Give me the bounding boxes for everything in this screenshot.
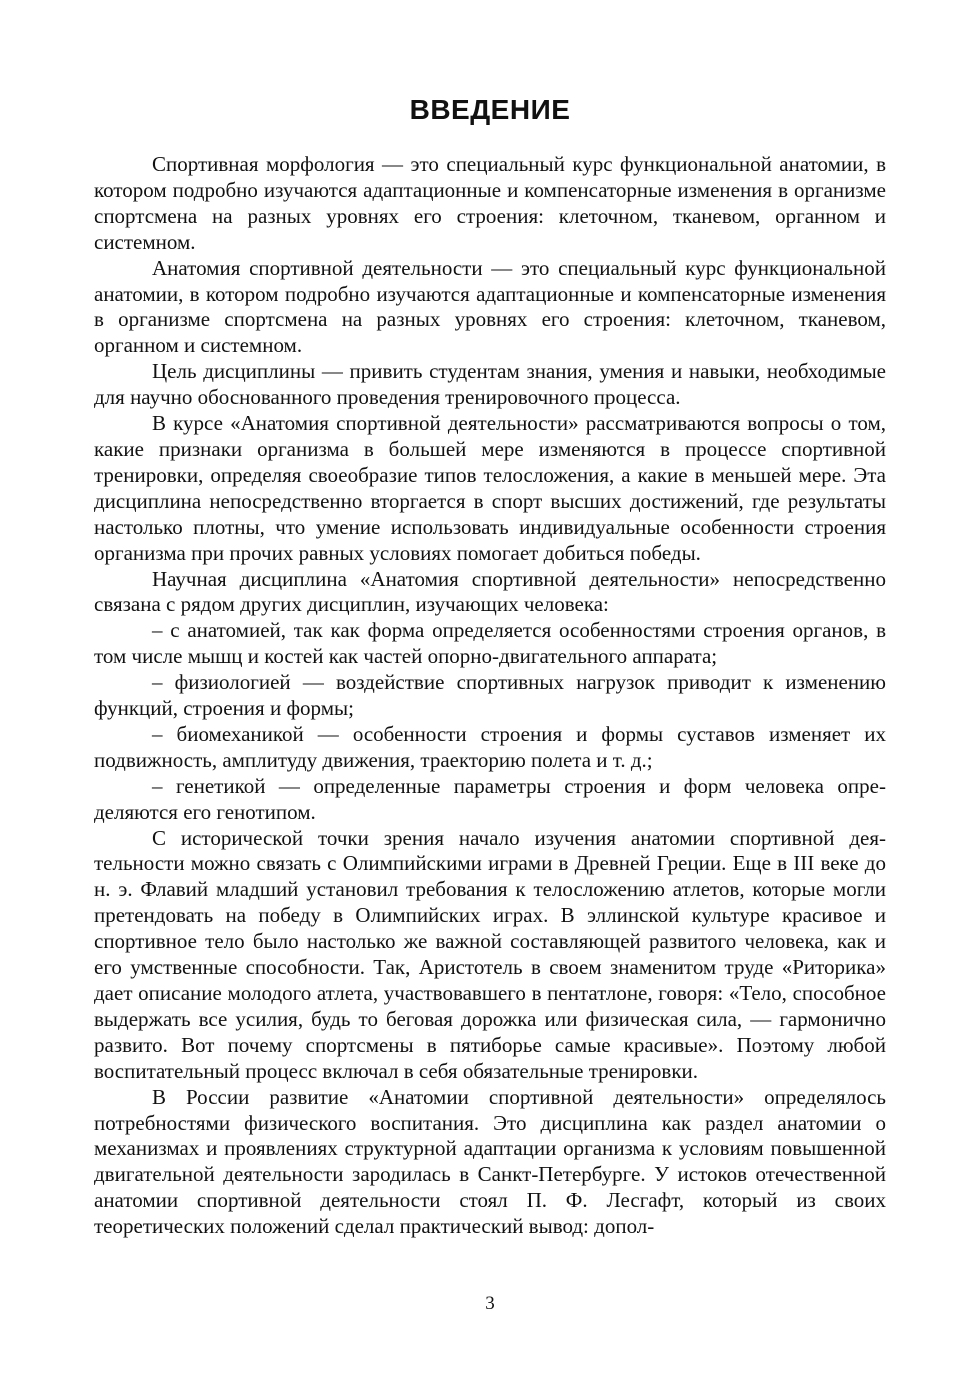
- paragraph-russia: В России развитие «Анатомии спортивной деятельности» определялось потребностями физического воспитания. Это дисциплина как раздел анатомии о механизмах и проявлениях структурной адаптации организма к условиям повышенной двигательной деятельности зародилась в Санкт-Петербурге. У истоков отечественной анатомии спортивной деятельности стоял П. Ф. Лесгафт, который из своих теоретических положений сделал практический вывод: допол-: [94, 1084, 886, 1239]
- list-item-anatomy: – с анатомией, так как форма определяется особенностями строения органов, в том числе мышц и костей как частей опорно-двигательного аппарата;: [94, 618, 886, 669]
- list-item-physiology: – физиологией — воздействие спортивных нагрузок приводит к изменению функций, строения и формы;: [94, 670, 886, 721]
- paragraph-history: С исторической точки зрения начало изучения анатомии спортивной деятельности можно связать с Олимпийскими играми в Древней Греции. Еще в III веке до н. э. Флавий младший установил требования к телосложению атлетов, которые могли претендовать на победу в Олимпийских играх. В эллинской культуре красивое и спортивное тело было настолько же важной составляющей развитого человека, как и его умственные способности. Так, Аристотель в своем знаменитом труде «Риторика» дает описание молодого атлета, участвовавшего в пентатлоне, говоря: «Тело, способное выдержать все усилия, будь то беговая дорожка или физическая сила, — гармонично развито. Вот почему спортсмены в пятиборье самые красивые». Поэтому любой воспитательный процесс включал в себя обязательные тренировки.: [94, 825, 886, 1083]
- list-item-biomechanics: – биомеханикой — особенности строения и формы суставов изменяет их подвижность, амплитуду движения, траекторию полета и т. д.;: [94, 721, 886, 772]
- list-item-genetics: – генетикой — определенные параметры строения и форм человека определяются его генотипом.: [94, 773, 886, 824]
- page-title: ВВЕДЕНИЕ: [409, 94, 571, 125]
- paragraph-sport-morphology: Спортивная морфология — это специальный курс функциональной анатомии, в котором подробно изучаются адаптационные и компенсаторные изменения в организме спортсмена на разных уровнях его строения: клеточном, тканевом, органном и системном.: [94, 152, 886, 254]
- page-number: 3: [485, 1293, 495, 1314]
- paragraph-related-disciplines: Научная дисциплина «Анатомия спортивной деятельности» непосредственно связана с рядом других дисциплин, изучающих человека:: [94, 566, 886, 617]
- paragraph-course-questions: В курсе «Анатомия спортивной деятельности» рассматриваются вопросы о том, какие признаки организма в большей мере изменяются в процессе спортивной тренировки, определяя своеобразие типов телосложения, а какие в меньшей мере. Эта дисциплина непосредственно вторгается в спорт высших достижений, где результаты настолько плотны, что умение использовать индивидуальные особенности строения организма при прочих равных условиях помогает добиться победы.: [94, 411, 886, 565]
- page-body: [94, 90, 886, 1240]
- paragraph-anatomy-definition: Анатомия спортивной деятельности — это специальный курс функциональной анатомии, в котором подробно изучаются адаптационные и компенсаторные изменения в организме спортсмена на разных уровнях его строения: клеточном, тканевом, органном и системном.: [94, 255, 886, 358]
- paragraph-discipline-goal: Цель дисциплины — привить студентам знания, умения и навыки, необходимые для научно обоснованного проведения тренировочного процесса.: [94, 359, 886, 410]
